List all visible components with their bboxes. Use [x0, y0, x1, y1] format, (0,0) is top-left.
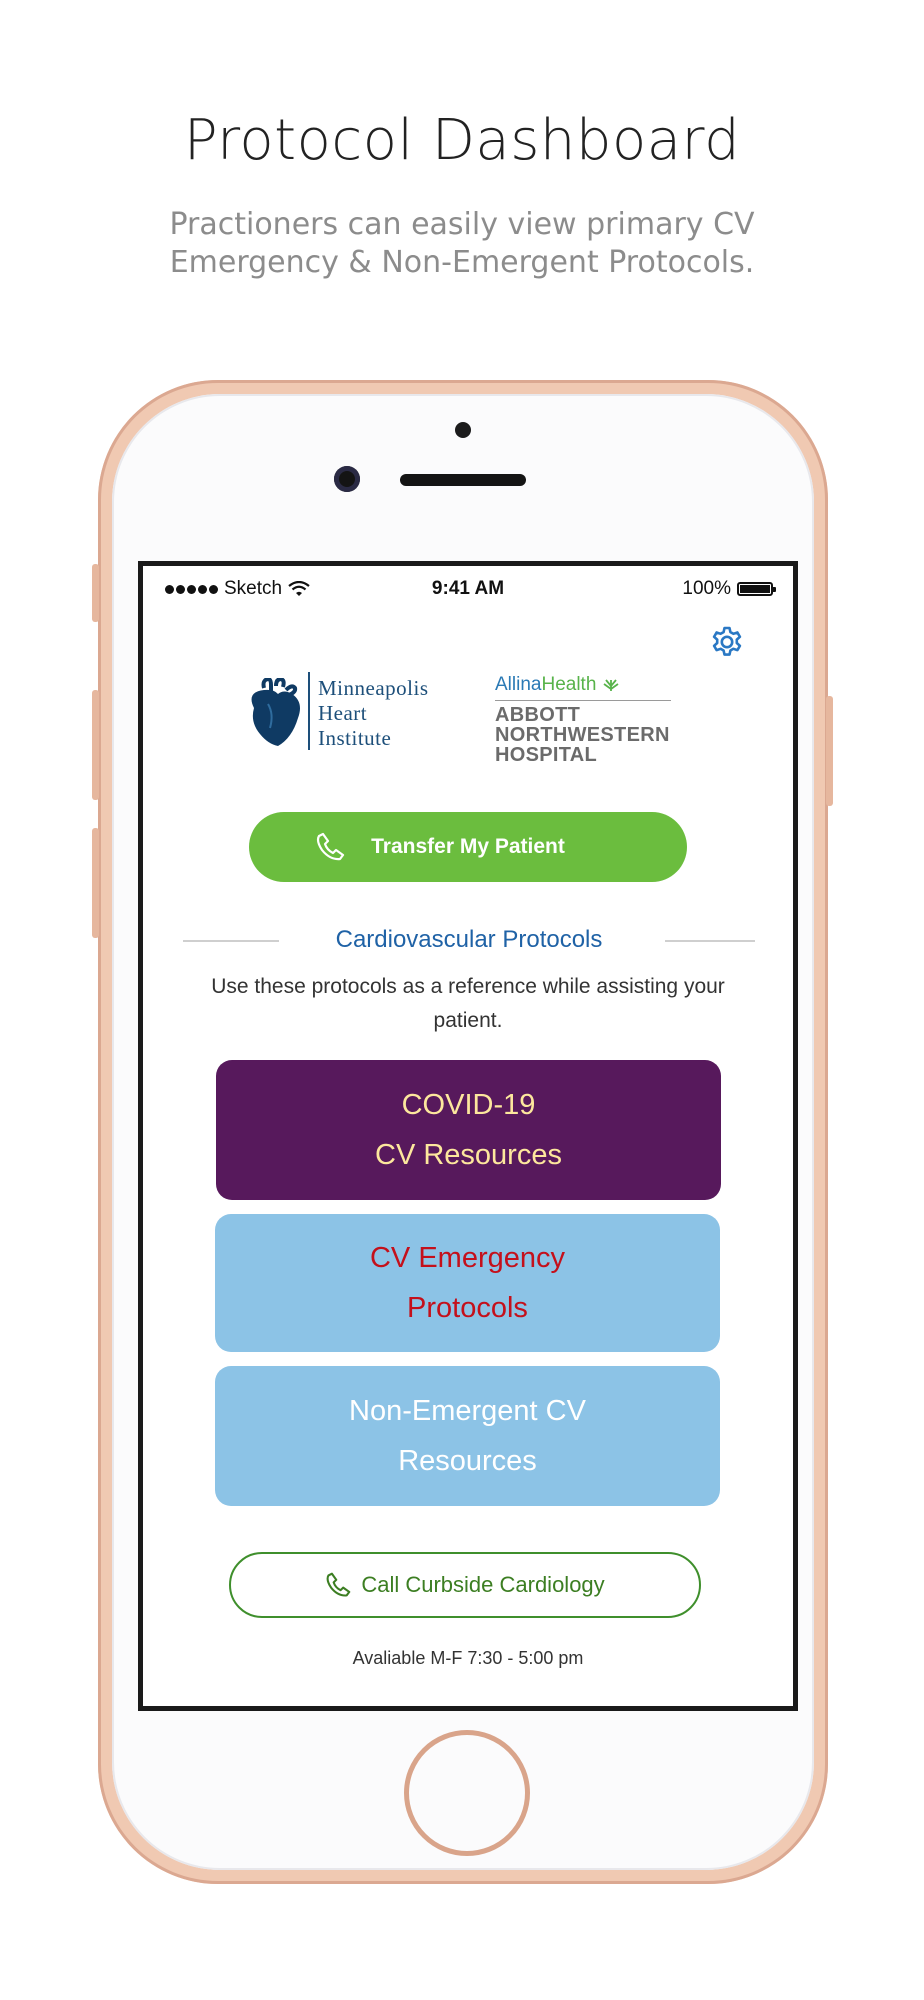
- card-title-line-2: Resources: [398, 1445, 537, 1477]
- promo-subtitle: Practioners can easily view primary CV Emergency & Non-Emergent Protocols.: [169, 207, 755, 280]
- mhi-line-3: Institute: [318, 726, 392, 750]
- transfer-my-patient-button[interactable]: [249, 812, 687, 882]
- status-time: 9:41 AM: [431, 578, 505, 599]
- home-button[interactable]: [404, 1730, 530, 1856]
- carrier-name: Sketch: [224, 578, 283, 599]
- heart-icon: [248, 678, 302, 748]
- app-screen: [138, 561, 798, 1711]
- minneapolis-heart-institute-logo: [248, 672, 458, 752]
- phone-icon: [325, 1571, 351, 1599]
- allina-prefix: Allina: [495, 674, 542, 695]
- status-right: [682, 578, 773, 600]
- mhi-line-2: Heart: [318, 701, 368, 725]
- mute-switch: [92, 564, 99, 622]
- allina-divider: [495, 700, 671, 701]
- allina-leaf-icon: [602, 676, 620, 692]
- card-title-line-1: COVID-19: [401, 1089, 536, 1121]
- allina-abbott-logo: [495, 674, 685, 764]
- non-emergent-resources-card[interactable]: [215, 1366, 720, 1506]
- transfer-label: Transfer My Patient: [371, 835, 565, 858]
- card-title-line-2: Protocols: [407, 1292, 528, 1324]
- volume-down-button: [92, 828, 99, 938]
- card-title-line-1: Non-Emergent CV: [349, 1395, 586, 1427]
- mhi-line-1: Minneapolis: [318, 676, 429, 700]
- promo-title: Protocol Dashboard: [183, 108, 741, 173]
- status-bar: [143, 566, 793, 610]
- battery-percent: 100%: [682, 578, 731, 599]
- phone-icon: [315, 831, 345, 863]
- power-button: [826, 696, 833, 806]
- cv-emergency-protocols-card[interactable]: [215, 1214, 720, 1352]
- protocols-header: [183, 926, 755, 956]
- call-curbside-cardiology-button[interactable]: [229, 1552, 701, 1618]
- section-description: Use these protocols as a reference while assisting your patient.: [211, 975, 725, 1032]
- covid-resources-card[interactable]: [216, 1060, 721, 1200]
- availability-hours: Avaliable M-F 7:30 - 5:00 pm: [352, 1648, 584, 1668]
- mhi-wordmark: [318, 676, 429, 751]
- front-camera: [334, 466, 360, 492]
- logo-divider: [308, 672, 310, 750]
- card-title-line-2: CV Resources: [375, 1139, 562, 1171]
- abbott-line-2: NORTHWESTERN: [495, 724, 670, 746]
- abbott-line-1: ABBOTT: [495, 704, 581, 726]
- battery-icon: [737, 582, 773, 596]
- abbott-wordmark: [495, 705, 685, 765]
- gear-icon[interactable]: [709, 624, 745, 660]
- card-title-line-1: CV Emergency: [369, 1242, 565, 1274]
- curbside-label: Call Curbside Cardiology: [361, 1572, 605, 1597]
- allina-suffix: Health: [541, 674, 597, 695]
- volume-up-button: [92, 690, 99, 800]
- earpiece-speaker: [400, 474, 526, 486]
- section-title: Cardiovascular Protocols: [335, 926, 603, 953]
- allina-health-wordmark: [495, 674, 685, 696]
- proximity-sensor: [455, 422, 471, 438]
- abbott-line-3: HOSPITAL: [495, 744, 598, 766]
